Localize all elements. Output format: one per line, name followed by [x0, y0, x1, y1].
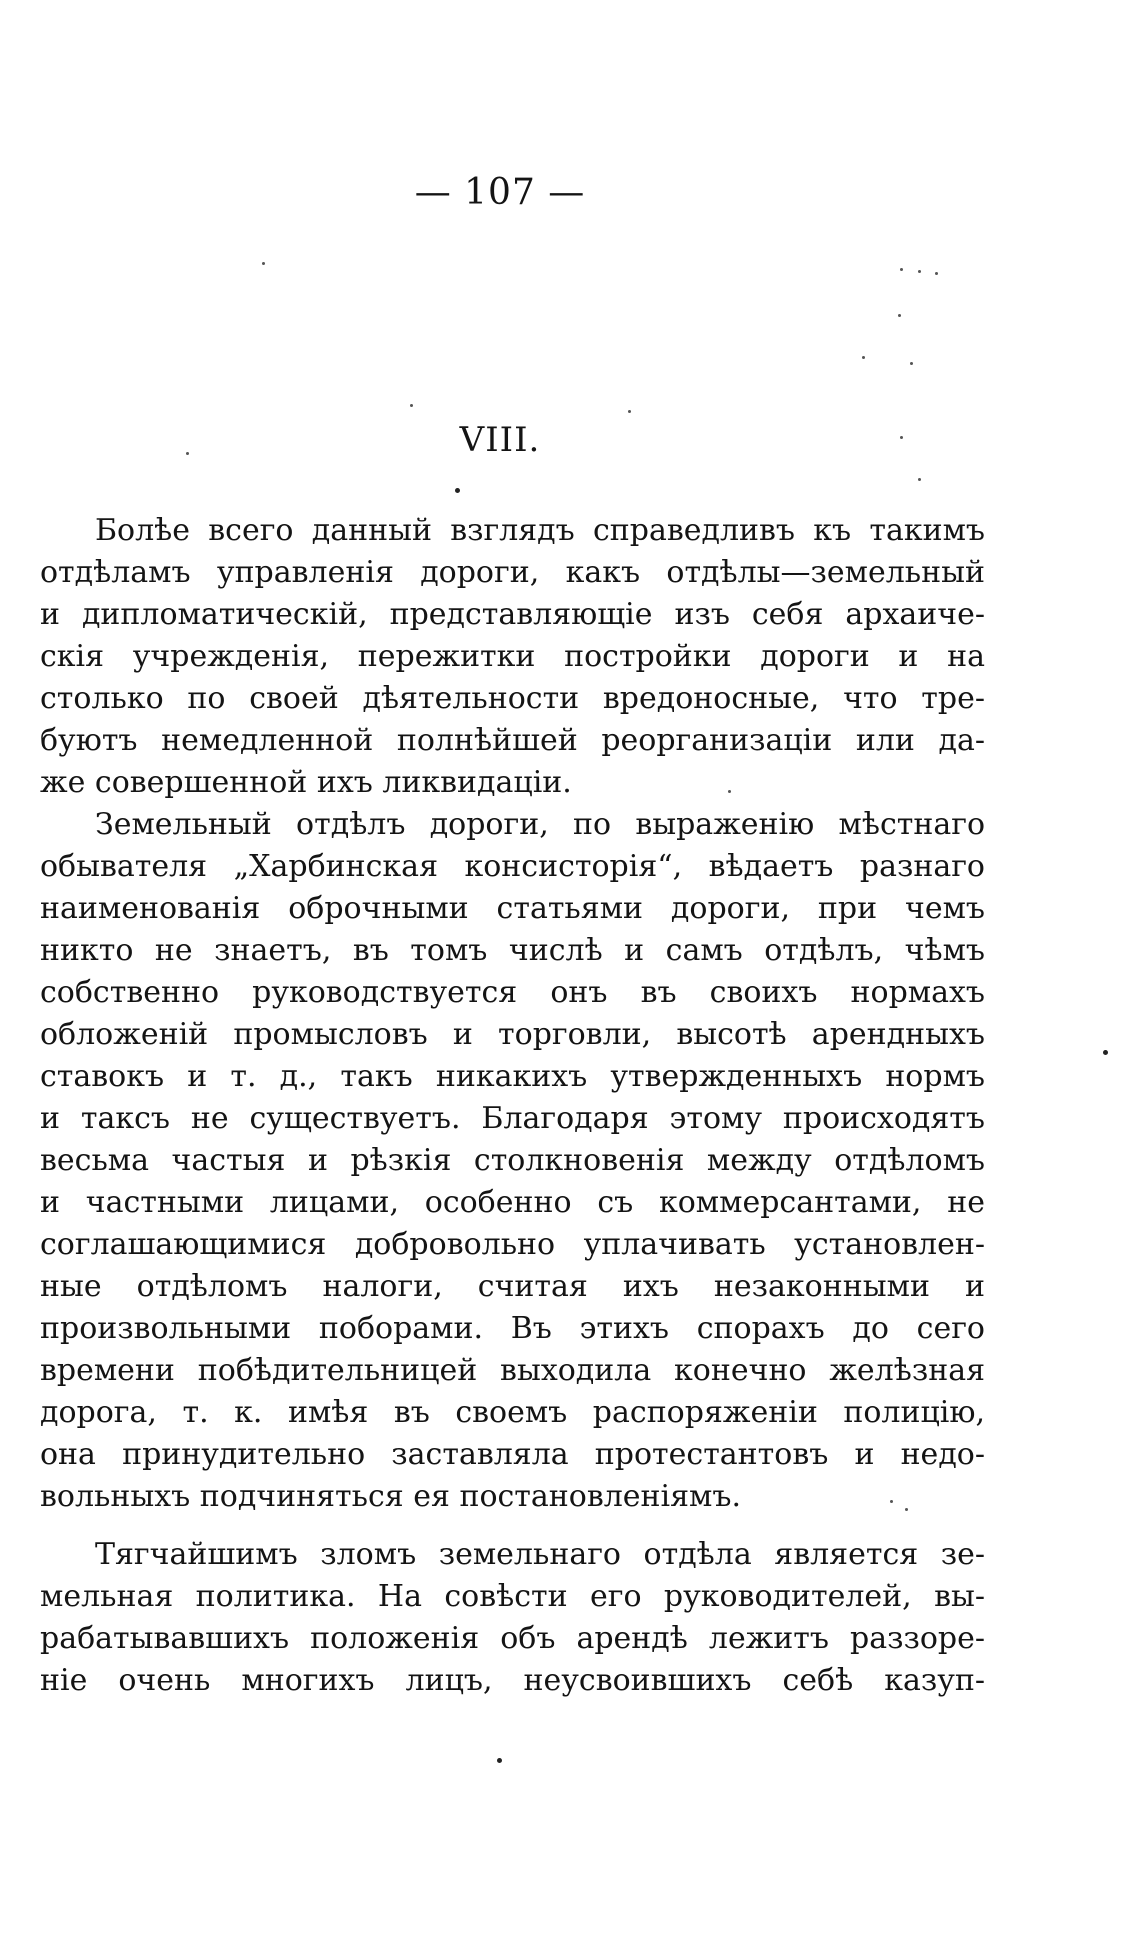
text-line: отдѣламъ управленія дороги, какъ отдѣлы—земельный — [40, 555, 985, 590]
paragraph — [40, 510, 985, 804]
print-speck — [890, 1500, 893, 1503]
text-line: обывателя „Харбинская консисторія“, вѣдаетъ разнаго — [40, 849, 985, 884]
print-speck — [935, 272, 938, 275]
print-speck — [910, 362, 913, 365]
print-speck — [410, 404, 413, 407]
print-speck — [628, 410, 631, 413]
text-line: и дипломатическій, представляющіе изъ себя архаиче- — [40, 597, 985, 632]
print-speck — [900, 436, 903, 439]
text-line: обложеній промысловъ и торговли, высотѣ арендныхъ — [40, 1017, 985, 1052]
text-line: дорога, т. к. имѣя въ своемъ распоряженіи полицію, — [40, 1395, 985, 1430]
print-speck — [905, 1508, 908, 1511]
text-line: произвольными поборами. Въ этихъ спорахъ до сего — [40, 1311, 985, 1346]
text-line: никто не знаетъ, въ томъ числѣ и самъ отдѣлъ, чѣмъ — [40, 933, 985, 968]
print-speck — [918, 478, 921, 481]
text-line: и частными лицами, особенно съ коммерсантами, не — [40, 1185, 985, 1220]
text-line: ставокъ и т. д., такъ никакихъ утвержденныхъ нормъ — [40, 1059, 985, 1094]
text-line: буютъ немедленной полнѣйшей реорганизаціи или да- — [40, 723, 985, 758]
print-speck — [1103, 1050, 1108, 1055]
print-speck — [186, 452, 189, 455]
text-line: скія учрежденія, пережитки постройки дороги и на — [40, 639, 985, 674]
text-line: ные отдѣломъ налоги, считая ихъ незаконными и — [40, 1269, 985, 1304]
text-line: она принудительно заставляла протестантовъ и недо- — [40, 1437, 985, 1472]
text-line: соглашающимися добровольно уплачивать установлен- — [40, 1227, 985, 1262]
text-line: наименованія оброчными статьями дороги, при чемъ — [40, 891, 985, 926]
text-line: собственно руководствуется онъ въ своихъ нормахъ — [40, 975, 985, 1010]
text-line: рабатывавшихъ положенія объ арендѣ лежитъ раззоре- — [40, 1621, 985, 1656]
print-speck — [898, 314, 901, 317]
text-line: Тягчайшимъ зломъ земельнаго отдѣла является зе- — [95, 1537, 985, 1572]
print-speck — [900, 268, 903, 271]
text-line: весьма частыя и рѣзкія столкновенія между отдѣломъ — [40, 1143, 985, 1178]
text-line: мельная политика. На совѣсти его руководителей, вы- — [40, 1579, 985, 1614]
text-line: ніе очень многихъ лицъ, неусвоившихъ себѣ казуп- — [40, 1663, 985, 1698]
text-line: и таксъ не существуетъ. Благодаря этому происходятъ — [40, 1101, 985, 1136]
paragraph-gap — [40, 1518, 985, 1534]
paragraph — [40, 1534, 985, 1702]
text-line: Земельный отдѣлъ дороги, по выраженію мѣстнаго — [95, 807, 985, 842]
print-speck — [862, 356, 865, 359]
print-speck — [455, 488, 460, 493]
print-speck — [262, 262, 265, 265]
text-line: вольныхъ подчиняться ея постановленіямъ. — [40, 1479, 742, 1514]
page-number: — 107 — — [414, 172, 586, 213]
text-line: столько по своей дѣятельности вредоносные, что тре- — [40, 681, 985, 716]
print-speck — [918, 270, 921, 273]
paragraph — [40, 804, 985, 1518]
print-speck — [728, 790, 731, 793]
chapter-heading: VIII. — [459, 420, 541, 460]
text-line: Болѣе всего данный взглядъ справедливъ къ такимъ — [95, 513, 985, 548]
text-line: же совершенной ихъ ликвидаціи. — [40, 765, 572, 800]
body-text — [40, 510, 985, 1702]
text-line: времени побѣдительницей выходила конечно желѣзная — [40, 1353, 985, 1388]
print-speck — [497, 1758, 502, 1763]
